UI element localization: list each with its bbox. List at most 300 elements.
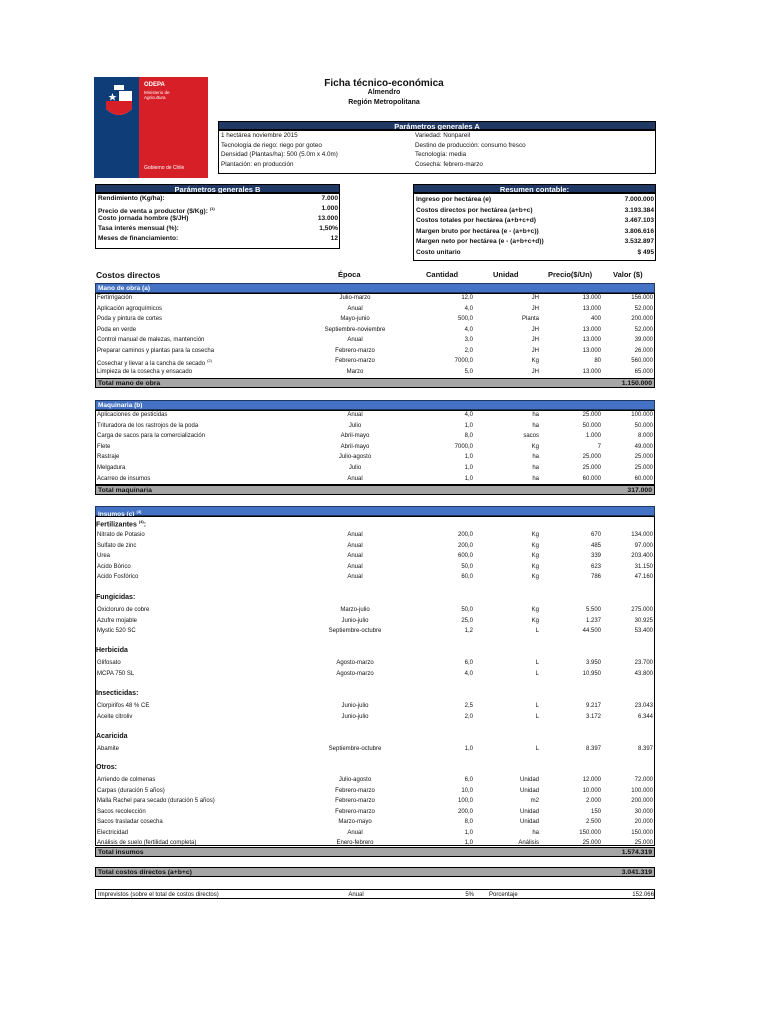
table-row	[95, 605, 655, 615]
imprevistos-epoca: Anual	[348, 892, 364, 898]
param-a-header: Parámetros generales A	[218, 121, 656, 130]
item-cantidad: 5,0	[464, 368, 473, 375]
table-row	[95, 572, 655, 582]
item-precio: 9.217	[585, 703, 601, 709]
item-epoca: Febrero-marzo	[335, 798, 375, 804]
item-epoca: Junio-julio	[341, 703, 369, 709]
resumen-row	[416, 237, 654, 248]
item-precio: 13.000	[582, 337, 601, 343]
param-b-row	[98, 195, 338, 205]
param-a-left-line: Plantación: en producción	[221, 160, 294, 168]
item-precio: 25.000	[582, 454, 601, 461]
table-row	[95, 669, 655, 679]
table-row	[95, 701, 655, 711]
item-cantidad: 7000,0	[454, 358, 473, 364]
item-footnote: (2)	[207, 358, 212, 363]
item-epoca: Enero-febrero	[336, 840, 374, 846]
item-unidad: Kg	[531, 617, 539, 624]
group-suffix: :	[143, 521, 147, 529]
table-row	[95, 314, 655, 324]
item-precio: 3.172	[585, 713, 601, 720]
item-unidad: Kg	[531, 574, 539, 580]
imprevistos-row	[95, 889, 655, 899]
item-epoca: Anual	[347, 532, 363, 538]
item-epoca: Julio-agosto	[338, 777, 372, 783]
total-maquinaria-value: 317.000	[627, 487, 652, 494]
insumos-group-title: Fertilizantes $^{(4)}$:	[96, 519, 147, 529]
total-mano-obra	[95, 378, 655, 388]
item-valor: 50.000	[634, 422, 653, 429]
item-epoca: Anual	[347, 542, 363, 549]
item-valor: 30.925	[634, 617, 653, 624]
item-cantidad: 1,0	[464, 422, 473, 429]
resumen-row	[416, 248, 654, 259]
table-row	[95, 562, 655, 572]
item-cantidad: 4,0	[464, 326, 473, 333]
item-epoca: Anual	[347, 337, 363, 343]
item-precio: 623	[590, 563, 601, 570]
item-valor: 49.000	[634, 443, 653, 450]
resumen-value: 7.000.000	[624, 196, 654, 203]
item-name: Poda en verde	[97, 326, 137, 333]
item-valor: 25.000	[634, 454, 653, 461]
param-b-value: 12	[330, 235, 338, 242]
resumen-label: Margen bruto por hectárea (e - (a+b+c))	[416, 227, 539, 235]
item-valor: 72.000	[634, 777, 653, 783]
item-precio: 8.397	[585, 746, 601, 752]
item-unidad: L	[535, 660, 539, 666]
item-unidad: ha	[532, 422, 539, 429]
item-valor: 52.000	[634, 305, 653, 312]
item-name: Fertirrigación	[97, 295, 133, 301]
item-precio: 60.000	[582, 475, 601, 482]
item-cantidad: 6,0	[464, 660, 473, 666]
item-unidad: L	[535, 713, 539, 720]
total-maquinaria	[95, 485, 655, 495]
item-precio: 7	[597, 443, 601, 450]
insumos-group-title: Otros:	[96, 764, 117, 771]
table-row	[95, 658, 655, 668]
costos-directos-title: Costos directos	[96, 270, 161, 280]
param-b-label: Meses de financiamiento:	[98, 235, 179, 242]
item-precio: 786	[590, 574, 601, 580]
table-row	[95, 463, 655, 473]
resumen-box	[413, 193, 656, 261]
imprevistos-cantidad: 5%	[465, 892, 474, 898]
item-precio: 670	[590, 532, 601, 538]
item-unidad: Kg	[531, 542, 539, 549]
item-epoca: Julio	[348, 465, 362, 471]
item-name: Urea	[97, 553, 111, 559]
param-b-value: 1,50%	[319, 225, 338, 232]
item-valor: 25.000	[634, 840, 653, 846]
table-row	[95, 775, 655, 785]
resumen-value: 3.193.384	[624, 206, 654, 214]
item-unidad: ha	[532, 454, 539, 461]
item-unidad: ha	[532, 412, 539, 418]
item-cantidad: 8,0	[464, 819, 473, 825]
insumos-group-title: Fungicidas:	[96, 594, 136, 601]
item-name: Acido Fosfórico	[97, 574, 139, 580]
resumen-row	[416, 195, 654, 206]
item-valor: 200.000	[631, 316, 653, 322]
item-name: Nitrato de Potasio	[97, 532, 145, 538]
param-b-row	[98, 235, 338, 245]
item-valor: 23.700	[634, 660, 653, 666]
item-epoca: Febrero-marzo	[335, 808, 375, 815]
item-cantidad: 200,0	[457, 808, 473, 815]
item-precio: 5.500	[585, 607, 601, 613]
item-unidad: L	[535, 628, 539, 634]
region-title: Región Metropolitana	[348, 99, 420, 106]
item-unidad: Kg	[531, 553, 539, 559]
total-costos-directos	[95, 867, 655, 877]
page-title: Ficha técnico-económica	[324, 78, 444, 89]
item-cantidad: 25,0	[461, 617, 473, 624]
resumen-label: Ingreso por hectárea (e)	[416, 196, 492, 203]
table-row	[95, 817, 655, 827]
table-row	[95, 828, 655, 838]
item-epoca: Anual	[347, 305, 363, 312]
item-cantidad: 100,0	[457, 798, 473, 804]
item-precio: 13.000	[582, 326, 601, 333]
item-valor: 23.043	[634, 703, 653, 709]
item-valor: 47.160	[634, 574, 653, 580]
param-a-right-line: Cosecha: febrero-marzo	[415, 160, 483, 168]
table-row	[95, 786, 655, 796]
item-name: Arriendo de colmenas	[97, 777, 156, 783]
item-precio: 3.950	[585, 660, 601, 666]
logo-line3: Agricultura	[144, 95, 166, 100]
table-row	[95, 712, 655, 722]
item-cantidad: 50,0	[461, 607, 473, 613]
item-epoca: Marzo-julio	[340, 607, 370, 613]
table-row	[95, 293, 655, 303]
item-valor: 203.400	[631, 553, 653, 559]
item-name: Flete	[97, 443, 111, 450]
item-epoca: Julio-marzo	[339, 295, 371, 301]
item-epoca: Anual	[347, 412, 363, 418]
table-row	[95, 431, 655, 441]
resumen-list	[416, 195, 654, 258]
item-cantidad: 600,0	[457, 553, 473, 559]
item-precio: 339	[590, 553, 601, 559]
item-unidad: L	[535, 703, 539, 709]
table-row	[95, 356, 655, 366]
total-costos-directos-value: 3.041.319	[621, 869, 652, 876]
resumen-row	[416, 227, 654, 238]
crop-title: Almendro	[367, 89, 401, 96]
item-valor: 6.344	[637, 713, 653, 720]
item-cantidad: 1,0	[464, 829, 473, 836]
item-epoca: Junio-julio	[341, 617, 369, 624]
item-valor: 65.000	[634, 368, 653, 375]
param-a-right-line: Variedad: Nonpareil	[415, 132, 471, 139]
item-epoca: Anual	[347, 829, 363, 836]
item-valor: 275.000	[631, 607, 653, 613]
item-epoca: Agosto-marzo	[336, 670, 374, 677]
item-precio: 13.000	[582, 368, 601, 375]
total-insumos-label: Total insumos	[98, 849, 144, 856]
item-cantidad: 1,2	[464, 628, 473, 634]
item-name: Aplicación agroquímicos	[97, 305, 163, 312]
total-mano-obra-label: Total mano de obra	[98, 380, 161, 387]
item-precio: 25.000	[582, 465, 601, 471]
table-row	[95, 474, 655, 484]
resumen-label: Costos totales por hectárea (a+b+c+d)	[416, 217, 537, 224]
col-epoca: Época	[338, 270, 361, 279]
item-precio: 485	[590, 542, 601, 549]
table-row	[95, 807, 655, 817]
item-valor: 39.000	[634, 337, 653, 343]
imprevistos-valor: 152.066	[632, 892, 654, 898]
item-valor: 134.000	[631, 532, 653, 538]
item-precio: 25.000	[582, 412, 601, 418]
item-cantidad: 4,0	[464, 305, 473, 312]
param-b-row	[98, 215, 338, 225]
param-a-right-line: Destino de producción: consumo fresco	[415, 141, 526, 149]
item-valor: 53.400	[634, 628, 653, 634]
col-valor: Valor ($)	[613, 270, 643, 279]
item-name: Acarreo de insumos	[97, 475, 151, 482]
logo-line2: Ministerio de	[144, 90, 170, 95]
table-row	[95, 367, 655, 377]
total-mano-obra-value: 1.150.000	[621, 380, 652, 387]
item-precio: 80	[594, 358, 601, 364]
item-precio: 12.000	[582, 777, 601, 783]
resumen-label: Costos directos por hectárea (a+b+c)	[416, 206, 533, 214]
item-cantidad: 4,0	[464, 670, 473, 677]
item-name: Control manual de malezas, mantención	[97, 337, 205, 343]
item-cantidad: 500,0	[457, 316, 473, 322]
item-name: Abamite	[97, 746, 120, 752]
param-b-box	[95, 193, 340, 249]
resumen-value: 3.532.897	[624, 238, 654, 245]
item-name: Limpieza de la cosecha y ensacado	[97, 368, 193, 375]
item-valor: 8.000	[637, 433, 653, 440]
item-cantidad: 2,5	[464, 703, 473, 709]
item-epoca: Febrero-marzo	[335, 347, 375, 354]
item-cantidad: 200,0	[457, 532, 473, 538]
item-valor: 26.000	[634, 347, 653, 354]
item-unidad: Kg	[531, 358, 539, 364]
table-row	[95, 616, 655, 626]
item-unidad: JH	[531, 368, 539, 375]
col-unidad: Unidad	[493, 270, 519, 279]
item-epoca: Abril-mayo	[340, 433, 370, 440]
resumen-row	[416, 216, 654, 227]
item-precio: 50.000	[582, 422, 601, 429]
table-row	[95, 421, 655, 431]
item-epoca: Anual	[347, 574, 363, 580]
item-valor: 560.000	[631, 358, 653, 364]
item-name: Malla Rachel para secado (duración 5 años)	[97, 798, 215, 804]
resumen-row	[416, 206, 654, 217]
item-name: Análisis de suelo (fertilidad completa)	[97, 840, 197, 846]
item-unidad: JH	[531, 326, 539, 333]
item-epoca: Marzo	[346, 368, 364, 375]
item-epoca: Febrero-marzo	[335, 358, 375, 364]
item-unidad: JH	[531, 295, 539, 301]
table-row	[95, 796, 655, 806]
item-name: Trituradora de los rastrojos de la poda	[97, 422, 199, 429]
param-b-label: Tasa interés mensual (%):	[98, 225, 179, 232]
item-unidad: Análisis	[518, 840, 539, 846]
item-unidad: m2	[530, 798, 539, 804]
item-precio: 13.000	[582, 305, 601, 312]
logo-footer: Gobierno de Chile	[144, 165, 185, 171]
param-b-value: 13.000	[317, 215, 338, 222]
item-epoca: Septiembre-noviembre	[324, 326, 386, 333]
table-row	[95, 530, 655, 540]
item-valor: 100.000	[631, 787, 653, 794]
param-a-left	[221, 131, 338, 169]
resumen-value: $ 495	[637, 248, 654, 256]
table-row	[95, 626, 655, 636]
item-epoca: Mayo-junio	[340, 316, 370, 322]
param-a-left-line: Tecnología de riego: riego por goteo	[221, 141, 322, 149]
item-epoca: Anual	[347, 563, 363, 570]
mano-obra-header: Mano de obra (a)	[95, 283, 655, 293]
item-valor: 97.000	[634, 542, 653, 549]
item-name: Sulfato de zinc	[97, 542, 137, 549]
item-valor: 52.000	[634, 326, 653, 333]
item-name: Preparar caminos y plantas para la cosecha	[97, 347, 215, 354]
item-unidad: JH	[531, 305, 539, 312]
param-b-row	[98, 225, 338, 235]
item-unidad: JH	[531, 347, 539, 354]
item-name: Poda y pintura de cortes	[97, 316, 163, 322]
item-unidad: L	[535, 670, 539, 677]
item-valor: 100.000	[631, 412, 653, 418]
item-valor: 25.000	[634, 465, 653, 471]
item-precio: 1.237	[585, 617, 601, 624]
item-epoca: Julio-agosto	[338, 454, 372, 461]
item-unidad: ha	[532, 829, 539, 836]
item-unidad: sacos	[523, 433, 539, 440]
item-precio: 13.000	[582, 347, 601, 354]
param-b-list	[98, 195, 338, 245]
param-a-box	[218, 130, 656, 174]
item-epoca: Julio	[348, 422, 362, 429]
item-name: Cosechar y llevar a la cancha de secado$^{(2)}$	[97, 358, 212, 367]
table-row	[95, 335, 655, 345]
table-row	[95, 744, 655, 754]
item-name: Clorpirifos 48 % CE	[97, 703, 150, 709]
item-name: Sacos recolección	[97, 808, 146, 815]
item-cantidad: 6,0	[464, 777, 473, 783]
item-name: Carga de sacos para la comercialización	[97, 433, 206, 440]
param-a-right	[415, 131, 526, 169]
item-cantidad: 50,0	[461, 563, 473, 570]
param-b-label: Rendimiento (Kg/ha):	[98, 195, 165, 202]
param-b-label: Precio de venta a productor ($/Kg):	[98, 208, 208, 216]
table-row	[95, 452, 655, 462]
item-unidad: Kg	[531, 563, 539, 570]
item-name: Carpas (duración 5 años)	[97, 787, 165, 794]
item-valor: 156.000	[631, 295, 653, 301]
param-b-row	[98, 205, 338, 215]
table-row	[95, 410, 655, 420]
param-b-value: 1.000	[321, 205, 338, 212]
table-row	[95, 541, 655, 551]
item-unidad: Unidad	[519, 777, 539, 783]
item-precio: 2.500	[585, 819, 601, 825]
total-maquinaria-label: Total maquinaria	[98, 487, 152, 494]
item-name: Aplicaciones de pesticidas	[97, 412, 168, 418]
table-row	[95, 442, 655, 452]
col-cantidad: Cantidad	[426, 270, 459, 279]
item-name: Melgadura	[97, 465, 126, 471]
item-name: Mystic 520 SC	[97, 628, 136, 634]
item-cantidad: 4,0	[464, 412, 473, 418]
item-epoca: Septiembre-octubre	[328, 746, 382, 752]
insumos-group-title: Herbicida	[96, 647, 128, 654]
item-epoca: Anual	[347, 475, 363, 482]
maquinaria-header: Maquinaria (b)	[95, 400, 655, 410]
item-cantidad: 7000,0	[454, 443, 473, 450]
item-precio: 150	[590, 808, 601, 815]
resumen-value: 3.467.103	[624, 217, 654, 224]
item-precio: 44.500	[582, 628, 601, 634]
param-a-right-line: Tecnología: media	[415, 151, 467, 158]
item-epoca: Junio-julio	[341, 713, 369, 720]
resumen-label: Costo unitario	[416, 248, 461, 256]
item-cantidad: 1,0	[464, 454, 473, 461]
item-unidad: Unidad	[519, 787, 539, 794]
item-precio: 1.000	[585, 433, 601, 440]
item-name: MCPA 750 SL	[97, 670, 135, 677]
table-row	[95, 325, 655, 335]
item-unidad: L	[535, 746, 539, 752]
item-valor: 31.150	[634, 563, 653, 570]
item-epoca: Abril-mayo	[340, 443, 370, 450]
item-epoca: Septiembre-octubre	[328, 628, 382, 634]
param-b-label: Costo jornada hombre ($/JH)	[98, 215, 189, 222]
item-cantidad: 8,0	[464, 433, 473, 440]
item-name: Glifosato	[97, 660, 121, 666]
item-cantidad: 12,0	[461, 295, 473, 301]
item-cantidad: 1,0	[464, 746, 473, 752]
insumos-header: Insumos (c) $^{(3)}$	[95, 506, 655, 516]
item-precio: 2.000	[585, 798, 601, 804]
table-row	[95, 304, 655, 314]
item-cantidad: 1,0	[464, 465, 473, 471]
item-valor: 8.397	[637, 746, 653, 752]
item-precio: 400	[590, 316, 601, 322]
item-cantidad: 1,0	[464, 475, 473, 482]
item-cantidad: 2,0	[464, 347, 473, 354]
item-valor: 20.000	[634, 819, 653, 825]
item-cantidad: 3,0	[464, 337, 473, 343]
item-precio: 10.950	[582, 670, 601, 677]
item-valor: 43.800	[634, 670, 653, 677]
param-b-sup: (1)	[209, 206, 215, 211]
item-unidad: Kg	[531, 443, 539, 450]
table-row	[95, 551, 655, 561]
total-insumos	[95, 847, 655, 857]
item-unidad: ha	[532, 465, 539, 471]
item-valor: 60.000	[634, 475, 653, 482]
resumen-value: 3.806.616	[624, 227, 654, 235]
resumen-label: Margen neto por hectárea (e - (a+b+c+d))	[416, 238, 544, 245]
item-epoca: Agosto-marzo	[336, 660, 374, 666]
item-epoca: Febrero-marzo	[335, 787, 375, 794]
item-cantidad: 1,0	[464, 840, 473, 846]
resumen-header: Resumen contable:	[413, 184, 656, 193]
item-unidad: Unidad	[519, 808, 539, 815]
item-precio: 13.000	[582, 295, 601, 301]
